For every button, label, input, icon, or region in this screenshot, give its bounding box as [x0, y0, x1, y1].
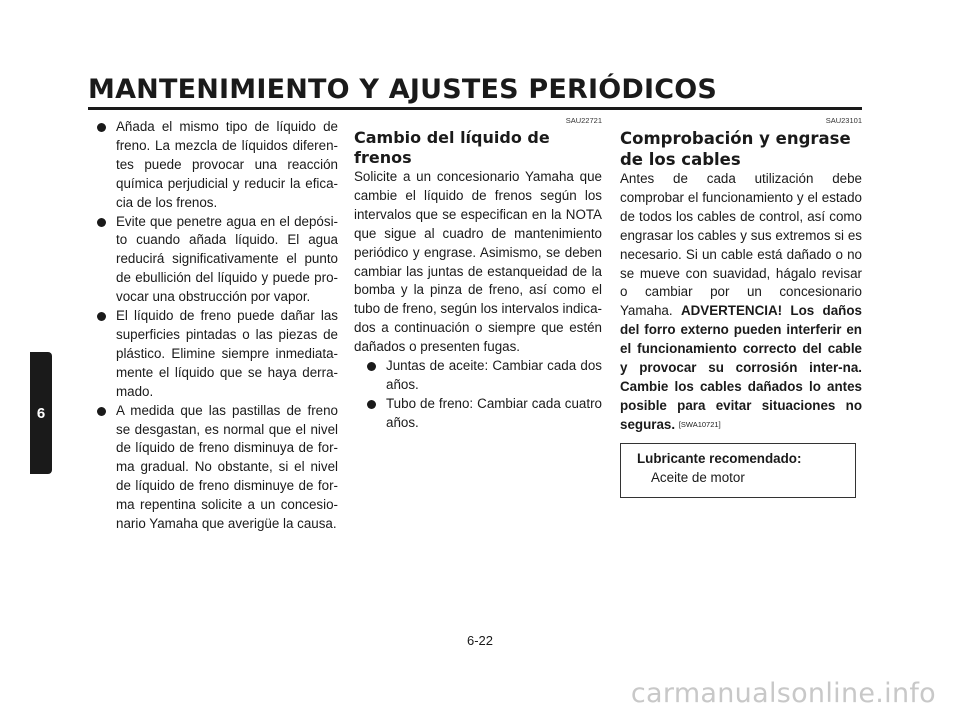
- bullet-icon: [367, 362, 376, 371]
- section-heading-brake-fluid-change: Cambio del líquido de frenos: [354, 128, 550, 167]
- bullet-icon: [97, 218, 106, 227]
- lubricant-box-value: Aceite de motor: [651, 469, 745, 485]
- column-3: [620, 116, 862, 498]
- bullet-icon: [367, 400, 376, 409]
- header-rule: [88, 107, 862, 110]
- bullet-icon: [97, 407, 106, 416]
- replacement-intervals-list: [366, 357, 602, 433]
- page-header-title: MANTENIMIENTO Y AJUSTES PERIÓDICOS: [88, 74, 718, 105]
- list-item: A medida que las pastillas de freno se desgastan, es normal que el nivel de líquido de freno disminuya de for-ma gradual. No obstante, si el nivel de líquido de freno disminuye de for-ma repentina solicite a un concesio-nario Yamaha que averigüe la causa.: [96, 402, 338, 534]
- lubricant-box: [620, 443, 856, 498]
- lubricant-box-title: Lubricante recomendado:: [637, 450, 802, 466]
- bullet-icon: [97, 312, 106, 321]
- list-item: Tubo de freno: Cambiar cada cuatro años.: [366, 395, 602, 433]
- brake-fluid-precautions-list: [96, 118, 338, 534]
- bullet-icon: [97, 123, 106, 132]
- list-item: El líquido de freno puede dañar las superficies pintadas o las piezas de plástico. Elimine siempre inmediata-mente el líquido que se haya derra-mado.: [96, 307, 338, 402]
- warning-text: ADVERTENCIA! Los daños del forro externo pueden interferir en el funcionamiento correcto del cable y provocar su corrosión inter-na. Cambie los cables dañados lo antes posible para evitar situaciones no seguras.: [620, 303, 862, 432]
- watermark: carmanualsonline.info: [630, 678, 936, 709]
- section-heading-cables: Comprobación y engrase de los cables: [620, 129, 851, 169]
- list-item: Evite que penetre agua en el depósi-to cuando añada líquido. El agua reducirá significativamente el punto de ebullición del líquido y puede pro-vocar una obstrucción por vapor.: [96, 213, 338, 308]
- column-1: [96, 118, 338, 534]
- chapter-tab: [30, 352, 52, 474]
- section-code: SAU23101: [825, 116, 862, 125]
- column-2: [354, 116, 602, 433]
- section-body: Solicite a un concesionario Yamaha que cambie el líquido de frenos según los intervalos que se especifican en la NOTA que sigue al cuadro de mantenimiento periódico y engrase. Asimismo, se deben cambiar las juntas de estanqueidad de la bomba y la pinza de freno, así como el tubo de freno, según los intervalos indica-dos a continuación o siempre que estén dañados o presenten fugas.: [354, 169, 602, 355]
- list-item: Juntas de aceite: Cambiar cada dos años.: [366, 357, 602, 395]
- list-item: Añada el mismo tipo de líquido de freno. La mezcla de líquidos diferen-tes puede provocar una reacción química perjudicial y reducir la efica-cia de los frenos.: [96, 118, 338, 213]
- page-number: 6-22: [466, 633, 494, 648]
- chapter-tab-number: 6: [36, 404, 46, 422]
- section-code: SAU22721: [565, 116, 602, 125]
- warning-code: [SWA10721]: [678, 419, 721, 429]
- section-body: Antes de cada utilización debe comprobar el funcionamiento y el estado de todos los cables de control, así como engrasar los cables y sus extremos si es necesario. Si un cable está dañado o no se mueve con suavidad, hágalo revisar o cambiar por un concesionario Yamaha. ADVERTENCIA! Los daños del forro externo pueden interferir en el funcionamiento correcto del cable y provocar su corrosión inter-na. Cambie los cables dañados lo antes posible para evitar situaciones no seguras. [SWA10721]: [620, 171, 862, 432]
